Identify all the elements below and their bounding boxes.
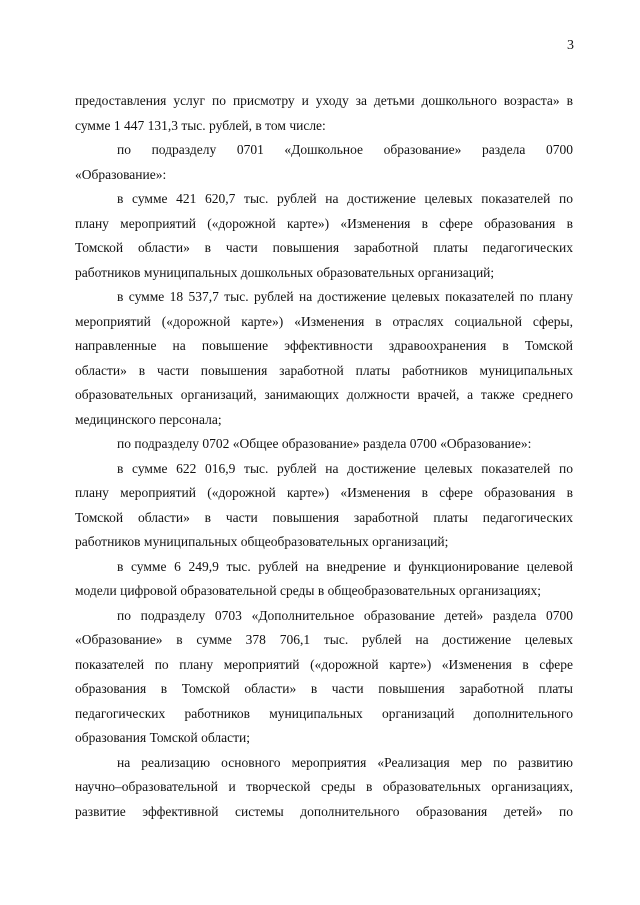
text-line: медицинского персонала; [75, 411, 222, 427]
text-line: в сумме 622 016,9 тыс. рублей на достижение целевых показателей по [117, 460, 573, 476]
text-line: педагогических работников муниципальных организаций дополнительного [75, 705, 573, 721]
text-line: плану мероприятий («дорожной карте») «Изменения в сфере образования в [75, 215, 573, 231]
text-line: работников муниципальных дошкольных образовательных организаций; [75, 264, 495, 280]
text-line: «Образование» в сумме 378 706,1 тыс. рублей на достижение целевых [75, 632, 573, 647]
text-line: Томской области» в части повышения заработной платы педагогических [75, 509, 573, 525]
text-line: сумме 1 447 131,3 тыс. рублей, в том числе: [75, 117, 326, 133]
text-line: по подразделу 0703 «Дополнительное образование детей» раздела 0700 [117, 607, 573, 623]
text-line: Томской области» в части повышения заработной платы педагогических [75, 240, 573, 255]
text-line: научно–образовательной и творческой среды в образовательных организациях, [75, 779, 573, 794]
text-line: в сумме 421 620,7 тыс. рублей на достижение целевых показателей по [117, 191, 573, 206]
text-line: плану мероприятий («дорожной карте») «Изменения в сфере образования в [75, 485, 573, 500]
text-line: в сумме 6 249,9 тыс. рублей на внедрение и функционирование целевой [117, 558, 573, 574]
text-line: показателей по плану мероприятий («дорожной карте») «Изменения в сфере [75, 656, 573, 672]
text-line: образования Томской области; [75, 730, 250, 745]
text-line: предоставления услуг по присмотру и уходу за детьми дошкольного возраста» в [75, 93, 573, 108]
text-line: области» в части повышения заработной платы работников муниципальных [75, 362, 573, 378]
page-number: 3 [567, 38, 574, 53]
text-line: на реализацию основного мероприятия «Реализация мер по развитию [117, 754, 573, 770]
document-body [75, 89, 573, 824]
text-line: образовательных организаций, занимающих должности врачей, а также среднего [75, 387, 573, 402]
text-line: мероприятий («дорожной карте») «Изменения в отраслях социальной сферы, [75, 313, 573, 329]
text-line: по подразделу 0701 «Дошкольное образование» раздела 0700 [117, 142, 573, 157]
text-line: модели цифровой образовательной среды в общеобразовательных организациях; [75, 583, 541, 598]
text-line: образования в Томской области» в части повышения заработной платы [75, 681, 573, 696]
text-line: работников муниципальных общеобразовательных организаций; [75, 534, 449, 549]
text-line: направленные на повышение эффективности здравоохранения в Томской [75, 338, 573, 353]
text-line: в сумме 18 537,7 тыс. рублей на достижение целевых показателей по плану [117, 289, 573, 304]
text-line: «Образование»: [75, 166, 167, 182]
text-line: развитие эффективной системы дополнительного образования детей» по [75, 803, 573, 819]
text-line: по подразделу 0702 «Общее образование» раздела 0700 «Образование»: [117, 436, 532, 451]
